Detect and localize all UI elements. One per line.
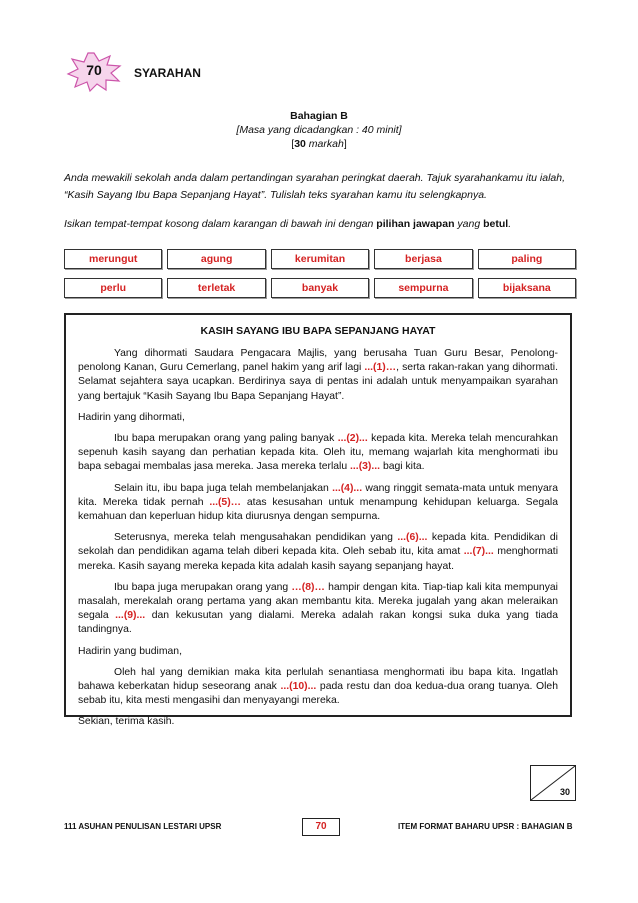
essay-paragraph: Oleh hal yang demikian maka kita perlulah senantiasa menghormati ibu bapa kita. Ingatlah bahawa keberkatan hidup seseorang anak ...(10)... pada restu dan doa kedua-dua orang tuanya. Oleh sebab itu, kita mesti mengasihi dan menyayangi mereka. bbox=[78, 666, 558, 707]
blank-9: ...(9)... bbox=[115, 610, 146, 622]
time-note: [Masa yang dicadangkan : 40 minit] bbox=[236, 124, 402, 136]
word-option: agung bbox=[167, 249, 265, 269]
question-number: 70 bbox=[86, 62, 102, 78]
part-title: Bahagian B bbox=[290, 110, 348, 122]
score-total: 30 bbox=[559, 787, 570, 797]
section-title: SYARAHAN bbox=[134, 66, 201, 80]
word-option: berjasa bbox=[374, 249, 472, 269]
fill-instruction: Isikan tempat-tempat kosong dalam karangan di bawah ini dengan pilihan jawapan yang betul. bbox=[64, 218, 512, 230]
blank-1: ...(1)… bbox=[364, 362, 397, 374]
word-option: sempurna bbox=[374, 278, 472, 298]
word-bank-row-2 bbox=[64, 278, 576, 298]
blank-10: ...(10)... bbox=[280, 681, 317, 693]
blank-2: ...(2)... bbox=[337, 433, 368, 445]
task-instruction: Anda mewakili sekolah anda dalam pertandingan syarahan peringkat daerah. Tajuk syarahankamu itu ialah, “Kasih Sayang Ibu Bapa Sepanjang Hayat”. Tulislah teks syarahan kamu itu selengkapnya. bbox=[64, 172, 566, 201]
blank-6: ...(6)... bbox=[397, 532, 428, 544]
essay-title: KASIH SAYANG IBU BAPA SEPANJANG HAYAT bbox=[200, 325, 436, 337]
essay-paragraph: Ibu bapa merupakan orang yang paling banyak ...(2)... kepada kita. Mereka telah mencurahkan sepenuh kasih sayang dan perhatian kepada kita. Oleh itu, memang wajarlah kita menghormati ibu bapa sebagai membalas jasa mereka. Jasa mereka terlalu ...(3)... bagi kita. bbox=[78, 433, 558, 473]
closing: Sekian, terima kasih. bbox=[78, 716, 175, 728]
word-option: paling bbox=[478, 249, 576, 269]
essay-paragraph: Yang dihormati Saudara Pengacara Majlis, yang berusaha Tuan Guru Besar, Penolong-penolong Kanan, Guru Cemerlang, panel hakim yang arif lagi ...(1)…, serta rakan-rakan yang dihormati. Selamat sejahtera saya ucapkan. Berdirinya saya di pentas ini adalah untuk menyampaikan syarahan yang bertajuk “Kasih Sayang Ibu Bapa Sepanjang Hayat”. bbox=[78, 348, 559, 402]
essay-box bbox=[64, 313, 572, 728]
marks-value: 30 bbox=[294, 138, 306, 150]
score-box bbox=[530, 765, 576, 801]
blank-4: ...(4)... bbox=[332, 482, 363, 494]
greeting: Hadirin yang budiman, bbox=[78, 645, 182, 657]
essay-paragraph: Seterusnya, mereka telah mengusahakan pendidikan yang ...(6)... kepada kita. Pendidikan di sekolah dan pendidikan agama telah diberi kepada kita. Oleh sebab itu, kita amat ...(7)... menghormati mereka. Kasih sayang mereka kepada kita adalah kasih sayang sepanjang hayat. bbox=[78, 532, 558, 572]
footer-left: 111 ASUHAN PENULISAN LESTARI UPSR bbox=[64, 822, 222, 831]
blank-3: ...(3)... bbox=[350, 461, 381, 473]
word-bank-row-1 bbox=[64, 249, 576, 269]
word-option: bijaksana bbox=[478, 278, 576, 298]
footer-right: ITEM FORMAT BAHARU UPSR : BAHAGIAN B bbox=[398, 822, 573, 831]
blank-8: …(8)… bbox=[291, 581, 325, 593]
question-number-badge bbox=[66, 52, 122, 92]
word-option: merungut bbox=[64, 249, 162, 269]
greeting: Hadirin yang dihormati, bbox=[78, 411, 185, 423]
word-option: perlu bbox=[64, 278, 162, 298]
marks-note: [30 markah] bbox=[291, 138, 347, 150]
blank-7: ...(7)... bbox=[463, 546, 494, 558]
essay-paragraph: Selain itu, ibu bapa juga telah membelanjakan ...(4)... wang ringgit semata-mata untuk menyara kita. Mereka tidak pernah ...(5)… atas kesusahan untuk menampung kehidupan keluarga. Segala kemahuan dan keperluan hidup kita diurusnya dengan sempurna. bbox=[78, 482, 558, 523]
word-option: banyak bbox=[271, 278, 369, 298]
page-number: 70 bbox=[302, 818, 340, 836]
word-option: terletak bbox=[167, 278, 265, 298]
blank-5: ...(5)… bbox=[209, 496, 242, 508]
essay-paragraph: Ibu bapa juga merupakan orang yang …(8)… hampir dengan kita. Tiap-tiap kali kita mempunyai masalah, merekalah orang pertama yang akan membantu kita. Mereka jugalah yang akan meleraikan segala ...(9)... dan kekusutan yang dialami. Mereka adalah rakan kongsi suka duka yang tiada tandingnya. bbox=[78, 581, 558, 636]
word-option: kerumitan bbox=[271, 249, 369, 269]
